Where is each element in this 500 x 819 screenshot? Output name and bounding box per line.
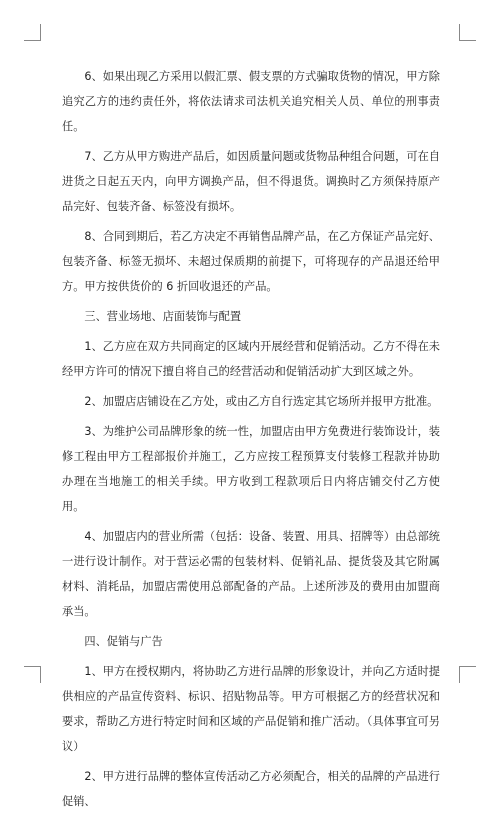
- clause-6-paragraph: 6、如果出现乙方采用以假汇票、假支票的方式骗取货物的情况，甲方除追究乙方的违约责任外，将依法请求司法机关追究相关人员、单位的刑事责任。: [62, 70, 440, 133]
- clause-7-paragraph: 7、乙方从甲方购进产品后，如因质量问题或货物品种组合问题，可在自进货之日起五天内，向甲方调换产品，但不得退货。调换时乙方须保持原产品完好、包装齐备、标签没有损坏。: [62, 150, 440, 213]
- crop-mark-bottom-left: [24, 666, 41, 683]
- crop-mark-top-left: [24, 24, 41, 41]
- clause-8-paragraph: 8、合同到期后，若乙方决定不再销售品牌产品，在乙方保证产品完好、包装齐备、标签无损坏、未超过保质期的前提下，可将现存的产品退还给甲方。甲方按供货价的 6 折回收退还的产品。: [62, 230, 440, 293]
- section-3-clause-1: 1、乙方应在双方共同商定的区域内开展经营和促销活动。乙方不得在未经甲方许可的情况下擅自将自己的经营活动和促销活动扩大到区域之外。: [62, 340, 440, 378]
- crop-mark-bottom-right: [459, 666, 476, 683]
- crop-mark-top-right: [459, 24, 476, 41]
- section-3-heading: 三、营业场地、店面装饰与配置: [84, 310, 242, 323]
- section-3-clause-4: 4、加盟店内的营业所需（包括：设备、装置、用具、招牌等）由总部统一进行设计制作。对于营运必需的包装材料、促销礼品、提货袋及其它附属材料、消耗品，加盟店需使用总部配备的产品。上述所涉及的费用由加盟商承当。: [62, 530, 440, 618]
- document-body: [62, 64, 440, 819]
- section-4-clause-1: 1、甲方在授权期内，将协助乙方进行品牌的形象设计，并向乙方适时提供相应的产品宣传资料、标识、招贴物品等。甲方可根据乙方的经营状况和要求，帮助乙方进行特定时间和区域的产品促销和推广活动。（具体事宜可另议）: [62, 665, 440, 753]
- section-3-clause-2: 2、加盟店店铺设在乙方处，或由乙方自行选定其它场所并报甲方批准。: [84, 395, 439, 408]
- section-4-clause-2: 2、甲方进行品牌的整体宣传活动乙方必须配合，相关的品牌的产品进行促销、: [62, 770, 440, 808]
- section-4-heading: 四、促销与广告: [84, 635, 163, 648]
- section-3-clause-3: 3、为维护公司品牌形象的统一性，加盟店由甲方免费进行装饰设计，装修工程由甲方工程部报价并施工，乙方应按工程预算支付装修工程款并协助办理在当地施工的相关手续。甲方收到工程款项后日内将店铺交付乙方使用。: [62, 425, 440, 513]
